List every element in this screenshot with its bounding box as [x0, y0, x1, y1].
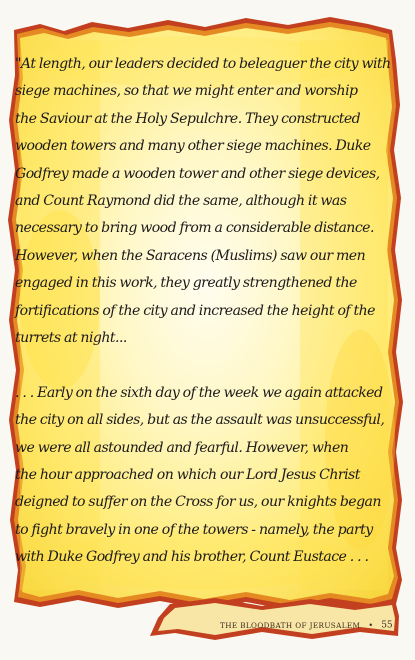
passage-line: turrets at night... [15, 329, 127, 346]
passage-line: fortifications of the city and increased the height of the [15, 302, 375, 319]
passage-line: deigned to suffer on the Cross for us, our knights began [15, 494, 381, 511]
passage-line: siege machines, so that we might enter and worship [15, 83, 358, 100]
passage-line: necessary to bring wood from a considerable distance. [15, 220, 374, 237]
passage-line: the hour approached on which our Lord Jesus Christ [15, 467, 360, 484]
passage-line: the Saviour at the Holy Sepulchre. They constructed [15, 110, 361, 127]
running-title: THE BLOODBATH OF JERUSALEM [220, 621, 361, 630]
page-footer [220, 615, 400, 631]
page-number: 55 [381, 620, 393, 631]
passage-line: engaged in this work, they greatly strengthened the [15, 275, 357, 292]
passage-line: with Duke Godfrey and his brother, Count Eustace . . . [15, 549, 369, 566]
footer-separator: • [368, 621, 374, 630]
passage-line: Godfrey made a wooden tower and other siege devices, [15, 165, 380, 182]
passage-line: wooden towers and many other siege machines. Duke [15, 138, 371, 155]
passage-line: and Count Raymond did the same, although it was [15, 192, 347, 209]
paragraph-gap [15, 352, 399, 380]
passage-line: "At length, our leaders decided to beleaguer the city with [15, 56, 391, 72]
quoted-passage [15, 51, 399, 572]
passage-line: to fight bravely in one of the towers - namely, the party [15, 521, 373, 538]
passage-line: the city on all sides, but as the assault was unsuccessful, [15, 412, 385, 429]
passage-line: we were all astounded and fearful. However, when [15, 439, 349, 456]
passage-line: . . . Early on the sixth day of the week we again attacked [15, 384, 383, 401]
passage-line: However, when the Saracens (Muslims) saw our men [15, 247, 366, 264]
